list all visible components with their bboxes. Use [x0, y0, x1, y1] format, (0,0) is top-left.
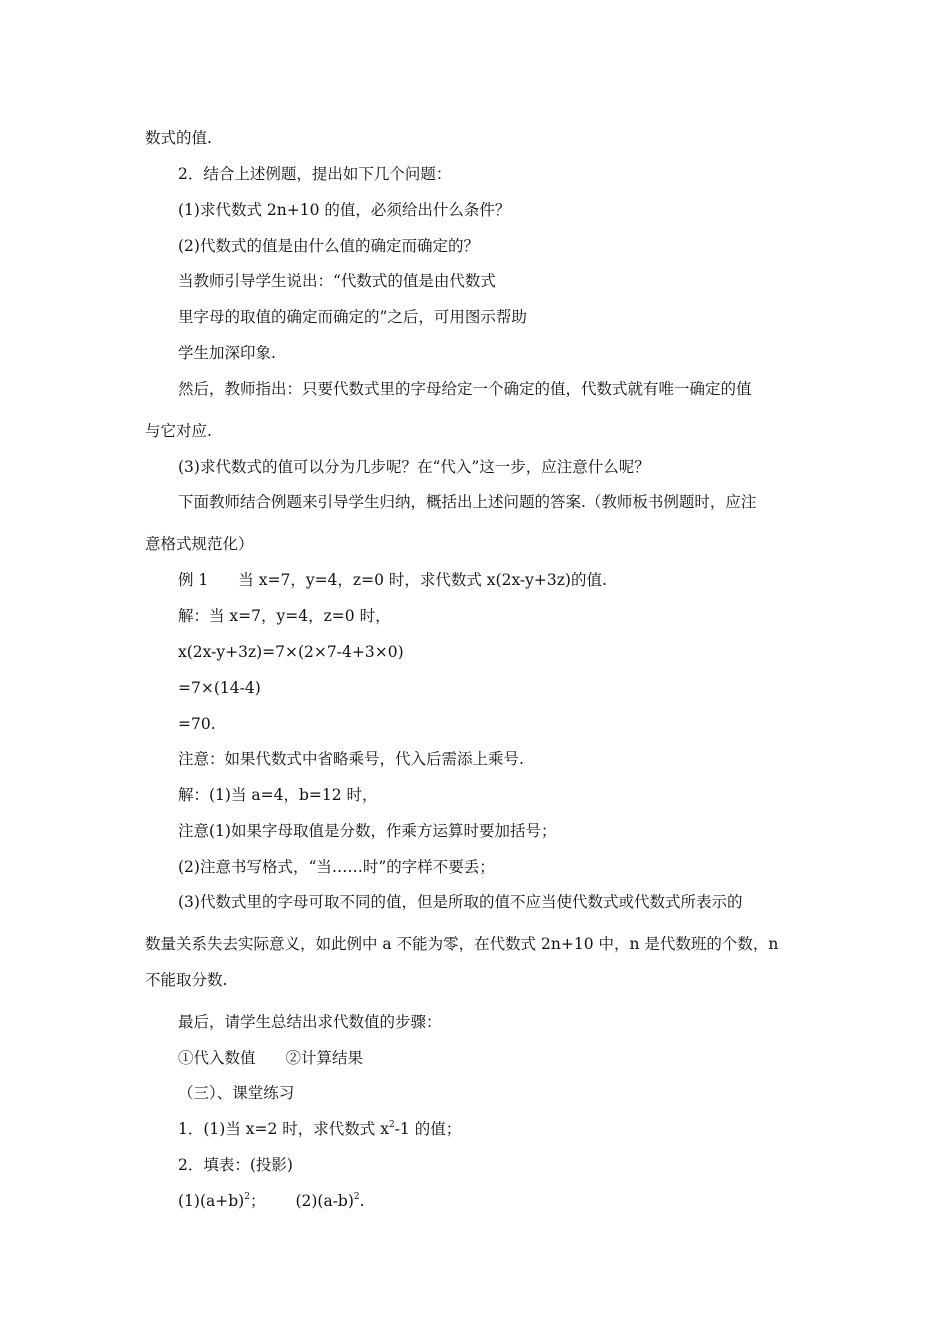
text-line: 意格式规范化）: [145, 535, 254, 553]
separator: ；: [249, 1192, 266, 1210]
text-line: 当教师引导学生说出：“代数式的值是由代数式: [178, 272, 496, 290]
text-line: (1)求代数式 2n+10 的值，必须给出什么条件？: [178, 201, 511, 219]
exercise-text-b: -1 的值；: [394, 1120, 462, 1138]
math-line: =7×(14-4): [178, 679, 261, 697]
section-heading: （三）、课堂练习: [178, 1084, 295, 1102]
exercise-line: [178, 1191, 365, 1211]
text-line: 不能取分数.: [145, 971, 228, 989]
exponent: 2: [353, 1191, 360, 1202]
text-line: 2．填表：(投影): [178, 1156, 293, 1174]
period: .: [359, 1192, 365, 1210]
expr-2: (2)(a-b): [295, 1192, 354, 1210]
math-line: =70.: [178, 715, 216, 733]
example-heading: [178, 570, 607, 590]
text-line: 数量关系失去实际意义，如此例中 a 不能为零，在代数式 2n+10 中，n 是代数班的个数，n: [145, 935, 779, 953]
text-line: 注意：如果代数式中省略乘号，代入后需添上乘号.: [178, 750, 524, 768]
example-label: 例 1: [178, 571, 209, 589]
text-line: 下面教师结合例题来引导学生归纳，概括出上述问题的答案.（教师板书例题时，应注: [178, 493, 757, 511]
exercise-line: [178, 1119, 461, 1139]
exponent: 2: [244, 1191, 250, 1202]
text-line: 解：(1)当 a=4，b=12 时，: [178, 786, 378, 804]
text-line: 2．结合上述例题，提出如下几个问题：: [178, 165, 452, 183]
expr-1: (1)(a+b): [178, 1192, 245, 1210]
text-line: 最后，请学生总结出求代数值的步骤：: [178, 1013, 442, 1031]
text-line: 注意(1)如果字母取值是分数，作乘方运算时要加括号；: [178, 822, 557, 840]
step-2: ②计算结果: [285, 1049, 364, 1067]
text-line: 学生加深印象.: [178, 344, 276, 362]
text-line: 与它对应.: [145, 422, 212, 440]
text-line: 数式的值.: [145, 129, 212, 147]
text-line: (3)求代数式的值可以分为几步呢？在“代入”这一步，应注意什么呢？: [178, 458, 650, 476]
steps-line: [178, 1048, 363, 1068]
text-line: 解：当 x=7，y=4，z=0 时，: [178, 607, 391, 625]
text-line: 里字母的取值的确定而确定的”之后，可用图示帮助: [178, 308, 527, 326]
example-text: 当 x=7，y=4，z=0 时，求代数式 x(2x-y+3z)的值.: [238, 571, 607, 589]
text-line: (2)代数式的值是由什么值的确定而确定的？: [178, 237, 479, 255]
math-line: x(2x-y+3z)=7×(2×7-4+3×0): [178, 643, 404, 661]
step-1: ①代入数值: [178, 1049, 256, 1067]
exercise-text-a: 1．(1)当 x=2 时，求代数式 x: [178, 1120, 389, 1138]
exponent: 2: [388, 1119, 395, 1130]
text-line: (2)注意书写格式，“当……时”的字样不要丢；: [178, 858, 495, 876]
text-line: (3)代数式里的字母可取不同的值，但是所取的值不应当使代数式或代数式所表示的: [178, 893, 743, 911]
text-line: 然后，教师指出：只要代数式里的字母给定一个确定的值，代数式就有唯一确定的值: [178, 380, 752, 398]
